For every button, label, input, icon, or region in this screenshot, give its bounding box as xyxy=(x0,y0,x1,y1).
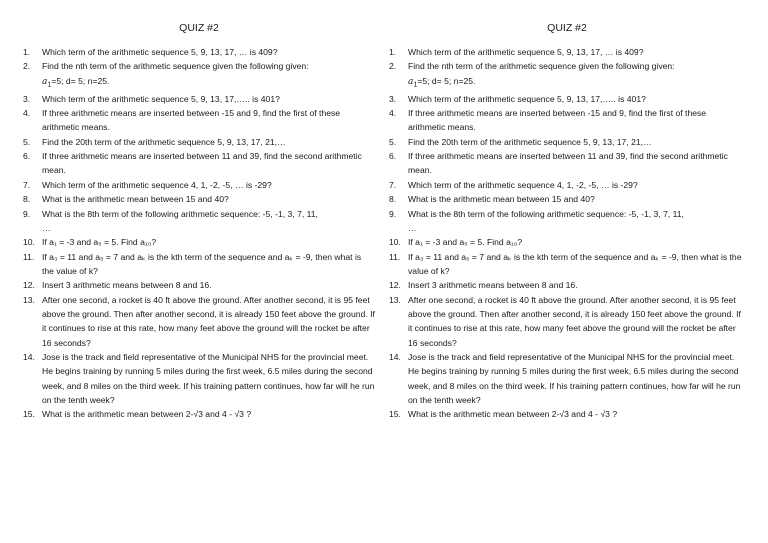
question-text: What is the 8th term of the following arithmetic sequence: -5, -1, 3, 7, 11, xyxy=(408,208,684,219)
question-5 xyxy=(389,135,745,149)
question-9 xyxy=(389,207,745,236)
question-number: 11. xyxy=(389,251,401,262)
question-number: 4. xyxy=(23,108,31,119)
question-text: Which term of the arithmetic sequence 5, 9, 13, 17,….. is 401? xyxy=(408,93,646,104)
question-text: Find the nth term of the arithmetic sequence given the following given: xyxy=(42,61,309,72)
quiz-title: QUIZ #2 xyxy=(179,22,219,34)
question-number: 11. xyxy=(23,251,35,262)
question-number: 14. xyxy=(389,351,401,362)
given-rest: =5; d= 5; n=25. xyxy=(417,75,476,86)
question-6 xyxy=(389,149,745,178)
question-14 xyxy=(389,350,745,407)
question-text: If a₁ = -3 and a₅ = 5. Find a₁₀? xyxy=(42,237,157,248)
question-number: 6. xyxy=(23,151,31,162)
question-text: Which term of the arithmetic sequence 5, 9, 13, 17,….. is 401? xyxy=(42,93,280,104)
given-values xyxy=(408,74,745,92)
question-number: 2. xyxy=(389,61,397,72)
question-13 xyxy=(389,293,745,350)
question-list xyxy=(389,45,745,422)
question-text: Insert 3 arithmetic means between 8 and 16. xyxy=(408,280,578,291)
question-text: What is the arithmetic mean between 15 and 40? xyxy=(42,194,229,205)
question-2 xyxy=(389,59,745,91)
question-7 xyxy=(389,178,745,192)
question-text: After one second, a rocket is 40 ft above the ground. After another second, it is 95 feet above the ground. Then after another second, it is already 150 feet above the ground. If it continues to rise at this rate, how many feet above the ground will the rocket be after 16 seconds? xyxy=(408,294,741,348)
question-number: 2. xyxy=(23,61,31,72)
question-text: Which term of the arithmetic sequence 5, 9, 13, 17, … is 409? xyxy=(408,47,644,57)
question-text: What is the arithmetic mean between 2-√3 and 4 - √3 ? xyxy=(408,409,618,420)
question-4 xyxy=(389,106,745,135)
question-8 xyxy=(23,192,375,206)
question-number: 10. xyxy=(389,237,401,248)
question-text: If a₃ = 11 and a₅ = 7 and aₖ is the kth term of the sequence and aₖ = -9, then what is the value of k? xyxy=(42,251,362,276)
question-number: 14. xyxy=(23,351,35,362)
question-text: Find the 20th term of the arithmetic sequence 5, 9, 13, 17, 21,… xyxy=(408,136,652,147)
question-number: 13. xyxy=(23,294,35,305)
given-subscript: 1 xyxy=(413,80,418,89)
question-number: 15. xyxy=(389,409,401,420)
question-number: 3. xyxy=(389,93,397,104)
question-number: 4. xyxy=(389,108,397,119)
question-3 xyxy=(389,92,745,106)
given-rest: =5; d= 5; n=25. xyxy=(51,75,110,86)
question-6 xyxy=(23,149,375,178)
question-number: 5. xyxy=(23,136,31,147)
quiz-left-column xyxy=(23,22,375,422)
question-text: What is the arithmetic mean between 15 and 40? xyxy=(408,194,595,205)
question-text: If three arithmetic means are inserted between 11 and 39, find the second arithmetic mean. xyxy=(408,151,728,176)
question-12 xyxy=(389,278,745,292)
question-text: If three arithmetic means are inserted between -15 and 9, find the first of these arithmetic means. xyxy=(408,108,707,133)
question-15 xyxy=(23,407,375,421)
question-list xyxy=(23,45,375,422)
given-subscript: 1 xyxy=(47,80,52,89)
question-number: 10. xyxy=(23,237,35,248)
question-13 xyxy=(23,293,375,350)
question-text: What is the 8th term of the following arithmetic sequence: -5, -1, 3, 7, 11, xyxy=(42,208,318,219)
question-text: If a₃ = 11 and a₅ = 7 and aₖ is the kth term of the sequence and aₖ = -9, then what is the value of k? xyxy=(408,251,742,276)
question-number: 12. xyxy=(389,280,401,291)
question-text: Jose is the track and field representative of the Municipal NHS for the provincial meet. He begins training by running 5 miles during the first week, 6.5 miles during the second week, and 8 miles on the third week. If his training pattern continues, how far will he run on the tenth week? xyxy=(408,351,741,405)
given-variable: a xyxy=(408,76,414,87)
quiz-title: QUIZ #2 xyxy=(547,22,587,34)
question-text: What is the arithmetic mean between 2-√3 and 4 - √3 ? xyxy=(42,409,252,420)
question-number: 9. xyxy=(23,208,31,219)
question-8 xyxy=(389,192,745,206)
ellipsis-line: … xyxy=(42,222,51,233)
question-number: 5. xyxy=(389,136,397,147)
question-text: Jose is the track and field representative of the Municipal NHS for the provincial meet. He begins training by running 5 miles during the first week, 6.5 miles during the second week, and 8 miles on the third week. If his training pattern continues, how far will he run on the tenth week? xyxy=(42,351,375,405)
question-text: Find the nth term of the arithmetic sequence given the following given: xyxy=(408,61,675,72)
question-9 xyxy=(23,207,375,236)
question-number: 8. xyxy=(23,194,31,205)
question-3 xyxy=(23,92,375,106)
given-values xyxy=(42,74,375,92)
question-1 xyxy=(23,45,375,59)
question-number: 6. xyxy=(389,151,397,162)
given-variable: a xyxy=(42,76,48,87)
question-10 xyxy=(389,235,745,249)
question-12 xyxy=(23,278,375,292)
question-text: Find the 20th term of the arithmetic sequence 5, 9, 13, 17, 21,… xyxy=(42,136,286,147)
question-number: 3. xyxy=(23,93,31,104)
question-text: Insert 3 arithmetic means between 8 and 16. xyxy=(42,280,212,291)
question-number: 15. xyxy=(23,409,35,420)
question-number: 7. xyxy=(23,179,31,190)
question-number: 1. xyxy=(389,47,397,57)
question-number: 7. xyxy=(389,179,397,190)
question-number: 9. xyxy=(389,208,397,219)
question-text: After one second, a rocket is 40 ft above the ground. After another second, it is 95 feet above the ground. Then after another second, it is already 150 feet above the ground. If it continues to rise at this rate, how many feet above the ground will the rocket be after 16 seconds? xyxy=(42,294,375,348)
question-text: If three arithmetic means are inserted between 11 and 39, find the second arithmetic mean. xyxy=(42,151,362,176)
question-15 xyxy=(389,407,745,421)
question-text: If three arithmetic means are inserted between -15 and 9, find the first of these arithmetic means. xyxy=(42,108,341,133)
question-number: 12. xyxy=(23,280,35,291)
question-4 xyxy=(23,106,375,135)
question-1 xyxy=(389,45,745,59)
question-number: 8. xyxy=(389,194,397,205)
question-7 xyxy=(23,178,375,192)
question-14 xyxy=(23,350,375,407)
question-text: Which term of the arithmetic sequence 4, 1, -2, -5, … is -29? xyxy=(42,179,272,190)
question-5 xyxy=(23,135,375,149)
question-number: 13. xyxy=(389,294,401,305)
question-10 xyxy=(23,235,375,249)
quiz-right-column xyxy=(389,22,745,422)
question-11 xyxy=(389,250,745,279)
question-number: 1. xyxy=(23,47,31,57)
question-11 xyxy=(23,250,375,279)
question-text: Which term of the arithmetic sequence 5, 9, 13, 17, … is 409? xyxy=(42,47,278,57)
question-text: Which term of the arithmetic sequence 4, 1, -2, -5, … is -29? xyxy=(408,179,638,190)
ellipsis-line: … xyxy=(408,222,417,233)
question-text: If a₁ = -3 and a₅ = 5. Find a₁₀? xyxy=(408,237,523,248)
question-2 xyxy=(23,59,375,91)
